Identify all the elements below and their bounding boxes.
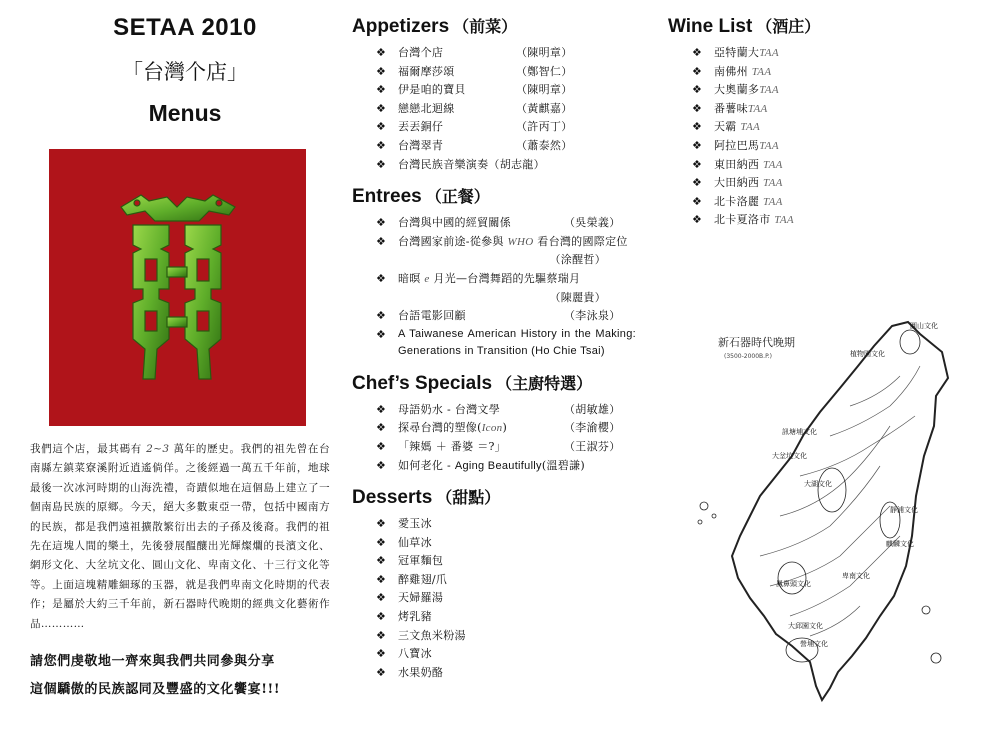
list-item xyxy=(376,627,652,646)
map-label: 靜浦文化 xyxy=(890,506,918,514)
list-item xyxy=(376,457,652,476)
list-item xyxy=(376,534,652,553)
list-item xyxy=(376,326,636,361)
dish-name: 台灣與中國的經貿關係 xyxy=(398,216,511,230)
taiwan-island-map-icon xyxy=(680,316,980,706)
diamond-bullet-icon: ❖ xyxy=(376,402,387,416)
diamond-bullet-icon: ❖ xyxy=(376,535,387,549)
list-item xyxy=(376,419,652,438)
entrees-heading xyxy=(352,184,652,208)
list-item xyxy=(376,63,652,82)
list-item xyxy=(376,100,652,119)
dish-name: 暗暝 xyxy=(398,271,421,285)
wine-name: 南佛州 xyxy=(714,64,748,78)
dish-name-cont: 看台灣的國際定位 xyxy=(537,234,628,248)
dish-e: e xyxy=(424,272,430,285)
diamond-bullet-icon: ❖ xyxy=(376,157,387,171)
appetizers-heading xyxy=(352,14,652,38)
wine-name: 大田納西 xyxy=(714,176,760,190)
map-label: 大邱園文化 xyxy=(788,622,823,630)
diamond-bullet-icon: ❖ xyxy=(376,120,387,134)
list-item xyxy=(376,589,652,608)
diamond-bullet-icon: ❖ xyxy=(692,46,703,59)
wine-name: 北卡洛麗 xyxy=(714,194,760,208)
taa-tag: TAA xyxy=(759,139,779,152)
dish-name: A Taiwanese American History in the Making: Generations in Transition (Ho Chie Tsai) xyxy=(398,327,636,358)
diamond-bullet-icon: ❖ xyxy=(692,213,703,227)
dish-name: 台灣个店 xyxy=(398,46,444,59)
diamond-bullet-icon: ❖ xyxy=(692,138,703,152)
wine-name: 天霸 xyxy=(714,120,737,134)
map-label: 訊塘埔文化 xyxy=(782,428,817,436)
taa-tag: TAA xyxy=(774,214,794,227)
map-subtitle: (3500-2000B.P.) xyxy=(724,353,772,360)
wine-list xyxy=(692,44,988,230)
list-item xyxy=(692,63,988,82)
wine-name: 北卡夏洛市 xyxy=(714,213,771,227)
dish-name: 探尋台灣的塑像( xyxy=(398,421,482,435)
dessert-list xyxy=(376,515,652,682)
dish-name: 丟丟銅仔 xyxy=(398,120,444,134)
taa-tag: TAA xyxy=(747,102,768,115)
list-item xyxy=(376,645,652,664)
dish-name: 冠軍麵包 xyxy=(398,554,444,568)
taa-tag: TAA xyxy=(759,47,779,59)
diamond-bullet-icon: ❖ xyxy=(376,554,387,568)
dish-name: 水果奶酪 xyxy=(398,665,444,679)
appetizer-list xyxy=(376,44,652,174)
wine-title: Wine List xyxy=(668,16,753,37)
map-label: 圓山文化 xyxy=(910,322,938,330)
dish-name: 台灣翠青 xyxy=(398,138,444,152)
dish-name: 「辣媽 ＋ 番婆 ＝?」 xyxy=(398,439,506,453)
who-abbrev: WHO xyxy=(507,235,534,248)
presenter-name: （鄭智仁） xyxy=(516,64,573,78)
list-item xyxy=(376,81,652,100)
diamond-bullet-icon: ❖ xyxy=(692,157,703,171)
dish-name: 天婦羅湯 xyxy=(398,591,444,605)
desserts-title-zh: （甜點） xyxy=(436,488,501,508)
diamond-bullet-icon: ❖ xyxy=(376,234,387,248)
list-item xyxy=(376,214,636,233)
neolithic-taiwan-map xyxy=(680,316,980,706)
diamond-bullet-icon: ❖ xyxy=(376,327,387,341)
map-label: 營埔文化 xyxy=(800,640,828,648)
presenter-name: （胡敏雄） xyxy=(564,402,621,416)
map-label: 卑南文化 xyxy=(842,572,870,580)
diamond-bullet-icon: ❖ xyxy=(692,83,703,97)
middle-column xyxy=(352,0,652,682)
dish-name: 戀戀北迴線 xyxy=(398,101,455,115)
diamond-bullet-icon: ❖ xyxy=(376,83,387,97)
specials-heading xyxy=(352,371,652,395)
dish-name-cont: 月光—台灣舞蹈的先驅蔡瑞月 xyxy=(433,271,581,285)
jade-figure-icon xyxy=(49,149,306,426)
diamond-bullet-icon: ❖ xyxy=(376,572,387,586)
presenter-name: （吳榮義） xyxy=(564,216,621,230)
list-item xyxy=(376,137,652,156)
presenter-name: (溫碧謙) xyxy=(541,458,585,472)
diamond-bullet-icon: ❖ xyxy=(376,439,387,453)
story-text-1: 我們這个店，最其碼有 xyxy=(30,443,143,455)
map-label: 植物園文化 xyxy=(850,350,885,358)
list-item xyxy=(376,438,652,457)
origin-story-paragraph xyxy=(30,440,330,634)
dish-name: 醉雞翅/爪 xyxy=(398,572,448,586)
list-item xyxy=(692,193,988,212)
list-item xyxy=(376,233,636,270)
presenter-name: （胡志龍） xyxy=(488,157,545,171)
diamond-bullet-icon: ❖ xyxy=(376,610,387,624)
dish-paren: ) xyxy=(502,421,508,435)
diamond-bullet-icon: ❖ xyxy=(376,138,387,152)
left-column xyxy=(30,0,340,704)
list-item xyxy=(376,156,652,175)
dish-name: 八寶冰 xyxy=(398,647,432,661)
diamond-bullet-icon: ❖ xyxy=(376,309,387,323)
diamond-bullet-icon: ❖ xyxy=(692,120,703,134)
taa-tag: TAA xyxy=(763,195,783,208)
diamond-bullet-icon: ❖ xyxy=(376,216,387,230)
dish-name: 母語奶水 - 台灣文學 xyxy=(398,402,501,416)
desserts-heading xyxy=(352,485,652,509)
specials-title: Chef’s Specials xyxy=(352,372,493,394)
map-label: 鳳鼻頭文化 xyxy=(776,580,811,588)
presenter-name: （李泳泉） xyxy=(564,309,621,323)
presenter-name: （陳明章） xyxy=(516,83,573,97)
jade-artifact-image xyxy=(49,149,306,426)
list-item xyxy=(376,118,652,137)
map-title: 新石器時代晚期 xyxy=(718,336,795,349)
diamond-bullet-icon: ❖ xyxy=(376,628,387,642)
dish-name: 烤乳豬 xyxy=(398,610,432,624)
closing-line-1: 請您們虔敬地一齊來與我們共同參與分享 xyxy=(30,654,275,670)
menus-heading: Menus xyxy=(148,100,222,126)
diamond-bullet-icon: ❖ xyxy=(376,517,387,531)
dish-name: 福爾摩莎頌 xyxy=(398,64,455,78)
wine-name: 大奧蘭多 xyxy=(714,83,760,97)
venue-title: 「台灣个店」 xyxy=(122,60,248,84)
list-item xyxy=(692,100,988,119)
diamond-bullet-icon: ❖ xyxy=(376,271,387,285)
map-label: 大湖文化 xyxy=(804,480,832,488)
dish-name: 如何老化 - xyxy=(398,458,455,472)
presenter-name: （陳麗貴） xyxy=(549,290,606,304)
diamond-bullet-icon: ❖ xyxy=(692,101,703,115)
appetizers-title-zh: （前菜） xyxy=(453,17,518,36)
dish-name-en: Aging Beautifully xyxy=(454,459,542,472)
dish-icon-word: Icon xyxy=(481,422,503,435)
dish-name: 台灣民族音樂演奏 xyxy=(398,157,489,171)
dish-name: 三文魚米粉湯 xyxy=(398,628,466,642)
list-item xyxy=(376,608,652,627)
wine-title-zh: （酒庄） xyxy=(756,17,821,36)
taa-tag: TAA xyxy=(763,177,783,190)
list-item xyxy=(376,571,652,590)
presenter-name: （黃麒嘉） xyxy=(516,101,573,115)
entrees-title-zh: （正餐） xyxy=(425,187,490,207)
story-years: 2~3 xyxy=(146,443,170,455)
list-item xyxy=(376,552,652,571)
list-item xyxy=(692,211,988,230)
wine-name: 阿拉巴馬 xyxy=(714,138,760,152)
appetizers-title: Appetizers xyxy=(352,16,450,37)
specials-list xyxy=(376,401,652,475)
list-item xyxy=(376,515,652,534)
list-item xyxy=(692,81,988,100)
list-item xyxy=(376,664,652,683)
presenter-name: （許丙丁） xyxy=(516,120,573,134)
list-item xyxy=(376,270,636,307)
list-item xyxy=(692,156,988,175)
taa-tag: TAA xyxy=(751,65,772,78)
presenter-name: （李渝櫻） xyxy=(564,421,621,435)
dish-name: 台語電影回顧 xyxy=(398,309,466,323)
diamond-bullet-icon: ❖ xyxy=(692,64,703,78)
taa-tag: TAA xyxy=(763,158,783,171)
diamond-bullet-icon: ❖ xyxy=(376,46,387,59)
list-item xyxy=(692,137,988,156)
list-item xyxy=(376,307,636,326)
diamond-bullet-icon: ❖ xyxy=(376,64,387,78)
dish-name: 台灣國家前途-從參與 xyxy=(398,234,504,248)
list-item xyxy=(692,44,988,63)
dish-name: 愛玉冰 xyxy=(398,517,432,531)
wine-name: 番薯味 xyxy=(714,101,748,115)
diamond-bullet-icon: ❖ xyxy=(692,176,703,190)
closing-invitation xyxy=(30,648,340,704)
map-label: 麒麟文化 xyxy=(886,540,914,548)
diamond-bullet-icon: ❖ xyxy=(376,665,387,679)
entrees-title: Entrees xyxy=(352,186,422,208)
diamond-bullet-icon: ❖ xyxy=(376,421,387,435)
list-item xyxy=(376,44,652,63)
dish-name: 仙草冰 xyxy=(398,535,432,549)
right-column xyxy=(668,0,988,230)
diamond-bullet-icon: ❖ xyxy=(376,458,387,472)
specials-title-zh: （主廚特選） xyxy=(496,373,593,393)
presenter-name: （蕭泰然） xyxy=(516,138,573,152)
presenter-name: （陳明章） xyxy=(516,46,573,59)
wine-list-heading xyxy=(668,14,988,38)
closing-line-2: 這個驕傲的民族認同及豐盛的文化饗宴!!! xyxy=(30,682,281,698)
taa-tag: TAA xyxy=(759,84,779,97)
wine-name: 亞特蘭大 xyxy=(714,46,760,59)
entree-list xyxy=(376,214,652,361)
wine-name: 東田納西 xyxy=(714,157,760,171)
dish-name: 伊是咱的寶貝 xyxy=(398,83,466,97)
taa-tag: TAA xyxy=(740,121,761,134)
diamond-bullet-icon: ❖ xyxy=(376,101,387,115)
desserts-title: Desserts xyxy=(352,487,433,509)
map-label: 大坌坑文化 xyxy=(772,452,807,460)
event-title: SETAA 2010 xyxy=(113,14,257,41)
story-text-2: 萬年的歷史。我們的祖先曾在台南縣左鎮菜寮溪附近逍遙倘佯。之後經過一萬五千年前，地球最後一次冰河時期的山海洗禮，奇蹟似地在這個島上建立了一個南島民族的原鄉。今天，絕大多數東亞一帶，包括中國南方的民族，都是我們遠祖擴散繁衍出去的子孫及後裔。我們的祖先在這塊人間的樂土，先後發展醞釀出光輝燦爛的長濱文化、網形文化、大坌坑文化、圓山文化、卑南文化、十三行文化等等。上面這塊精雕細琢的玉器，就是我們卑南文化時期的代表作；是屬於大約三千年前，新石器時代晚期的經典文化藝術作品………… xyxy=(30,443,330,630)
list-item xyxy=(692,174,988,193)
presenter-name: （涂醒哲） xyxy=(549,253,606,267)
diamond-bullet-icon: ❖ xyxy=(692,194,703,208)
list-item xyxy=(692,118,988,137)
list-item xyxy=(376,401,652,420)
diamond-bullet-icon: ❖ xyxy=(376,647,387,661)
diamond-bullet-icon: ❖ xyxy=(376,591,387,605)
presenter-name: （王淑芬） xyxy=(564,439,621,453)
